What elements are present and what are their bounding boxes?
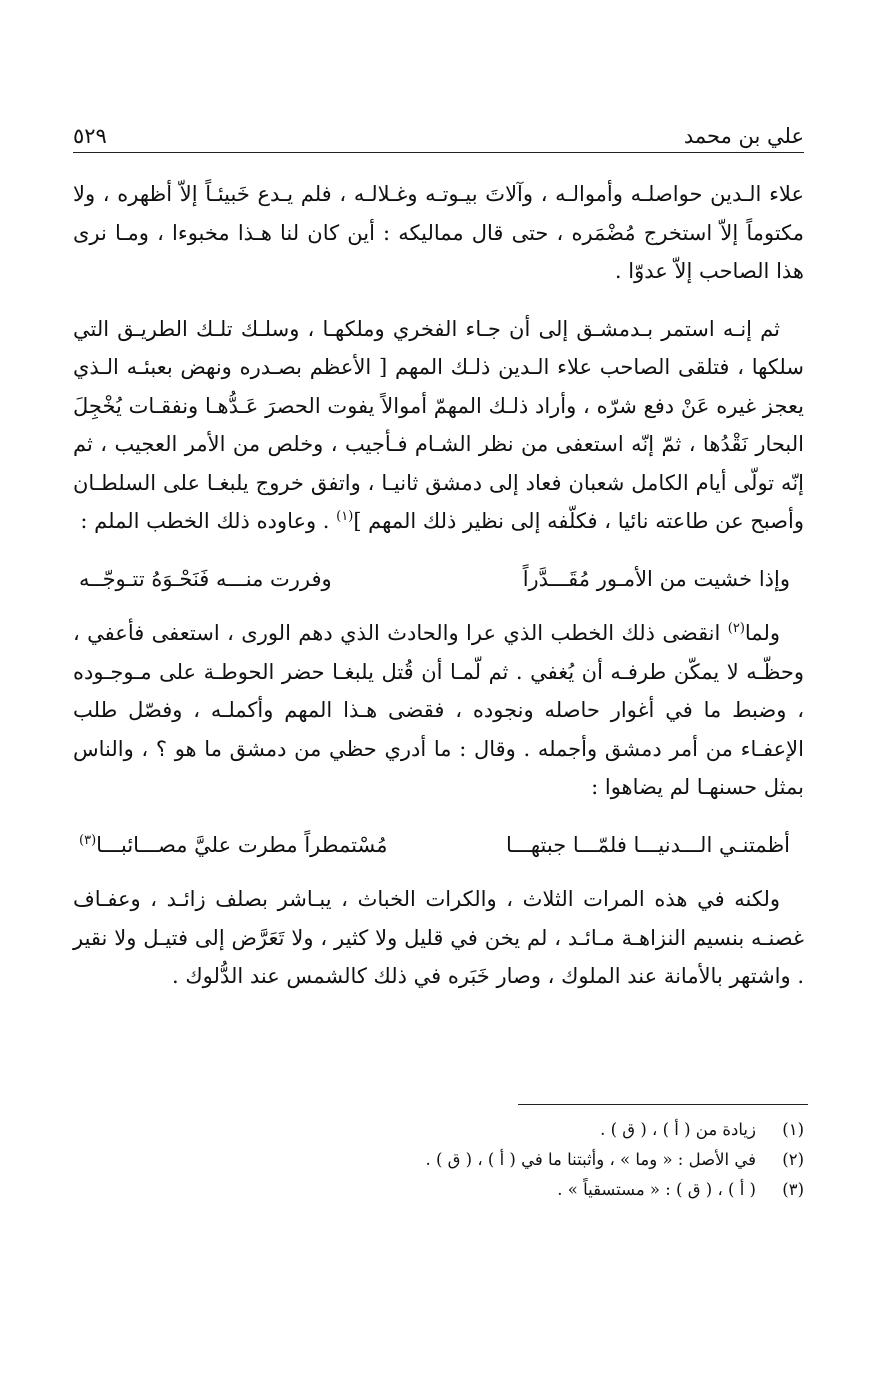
paragraph-1: علاء الـدين حواصلـه وأموالـه ، وآلاتَ بيـوتـه وغـلالـه ، فلم يـدع خَبيئـاً إلاّ أظهره ، ولا مكتوماً إلاّ استخرج مُضْمَره ، حتى قال مماليكه : أين كان لنا هـذا مخبوءا ، ومـا نرى هذا الصاحب إلاّ عدوّا . <box>73 182 804 283</box>
footnote-ref-3: (٣) <box>79 832 97 848</box>
verse-2 <box>73 826 804 865</box>
paragraph-3 <box>73 614 804 807</box>
verse-1-second-hemistich: وفررت منـــه فَنَحْـوَهُ تتـوجّــه <box>79 566 332 591</box>
verse-1 <box>73 560 804 599</box>
footnote-ref-2: (٢) <box>727 621 745 636</box>
footnotes <box>300 1115 804 1205</box>
paragraph-4: ولكنه في هذه المرات الثلاث ، والكرات الخباث ، يبـاشر بصلف زائـد ، وعفـاف غصنـه بنسيم النزاهـة مـائـد ، لم يخن في قليل ولا كثير ، ولا تَعَرَّض إلى فتيـل ولا نقير . واشتهر بالأمانة عند الملوك ، وصار خَبَره في ذلك كالشمس عند الدُّلوك . <box>73 887 804 988</box>
footnote-ref-1: (١) <box>336 509 354 524</box>
paragraph-3-text-b: انقضى ذلك الخطب الذي عرا والحادث الذي دهم الورى ، استعفى فأعفي ، وحظّـه لا يمكّن طرفـه أن يُغفي . ثم لّمـا أن قُتل يلبغـا حضر الحوطـة على مـوجـوده ، وضبط ما في أغوار حاصله ونجوده ، فقضى هـذا المهم وأكملـه ، وفصّل طلب الإعفـاء من أمر دمشق وأجمله . وقال : ما أدري حظي من دمشق ما هو ؟ ، والناس بمثل حسنهـا لم يضاهوا : <box>73 621 805 799</box>
footnote-text: زيادة من ( أ ) ، ( ق ) . <box>600 1120 756 1139</box>
verse-2-first-hemistich: أظمتنـي الـــدنيـــا فلمّـــا جبتهـــا <box>506 832 790 857</box>
paragraph-2-text-a: ثم إنـه استمر بـدمشـق إلى أن جـاء الفخري وملكهـا ، وسلـك تلـك الطريـق التي سلكها ، فتلقى الصاحب علاء الـدين ذلـك المهم [ الأعظم بصـدره ونهض بعبئـه الـذي يعجز غيره عَنْ دفع شرّه ، وأراد ذلـك المهمّ أموالاً يفوت الحصرَ عَـدُّهـا ونفقـات يُخْجِلَ البحار نَقْدُها ، ثمّ إنّه استعفى من نظر الشـام فـأجيب ، وخلص من الأمر العجيب ، ثم إنّه تولّى أيام الكامل شعبان فعاد إلى دمشق ثانيـا ، واتفق خروج يلبغـا على السلطـان وأصبح عن طاعته نائيا ، فكلّفه إلى نظير ذلك المهم ] <box>73 316 804 533</box>
verse-2-second-hemistich-text: مُسْتمطراً مطرت عليَّ مصـــائبـــا <box>96 832 388 857</box>
paragraph-3-text-a: ولما <box>744 621 780 645</box>
verse-2-second-hemistich <box>79 826 387 865</box>
verse-1-first-hemistich: وإذا خشيت من الأمـور مُقَـــدَّراً <box>522 566 790 591</box>
footnote-separator <box>518 1104 808 1105</box>
paragraph-2 <box>73 310 804 541</box>
footnote-number: (٣) <box>782 1180 804 1199</box>
paragraph-2-text-b: . وعاوده ذلك الخطب الملم : <box>80 509 337 533</box>
footnote-number: (١) <box>782 1120 804 1139</box>
page-header <box>73 115 804 153</box>
footnote-1 <box>300 1115 804 1145</box>
page-body <box>73 175 804 1015</box>
footnote-text: ( أ ) ، ( ق ) : « مستسقياً » . <box>557 1180 756 1199</box>
running-title: علي بن محمد <box>683 124 804 148</box>
footnote-number: (٢) <box>782 1150 804 1169</box>
footnote-3 <box>300 1175 804 1205</box>
footnote-2 <box>300 1145 804 1175</box>
footnote-text: في الأصل : « وما » ، وأثبتنا ما في ( أ ) ، ( ق ) . <box>425 1150 756 1169</box>
page-number: ٥٢٩ <box>73 124 107 148</box>
